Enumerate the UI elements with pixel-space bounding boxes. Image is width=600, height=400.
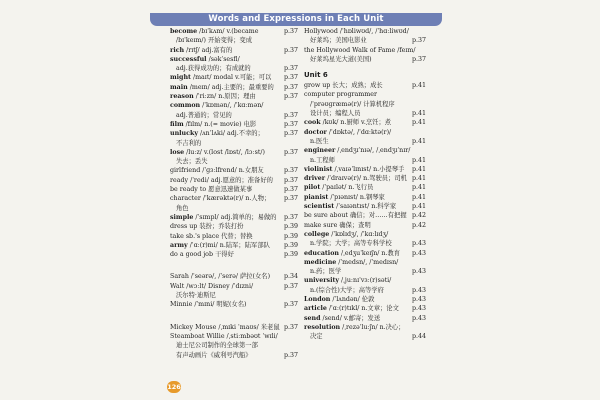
page-number-badge [167,381,181,393]
entry-text: /ˈɑː(r)mi/ n.陆军；陆军部队 [187,241,270,249]
entry-text: /ˌvaɪəˈlɪnɪst/ n.小提琴手 [332,165,405,173]
word-entry-line [304,249,426,258]
word-entry-line [170,291,298,300]
entry-text: n.药；医学 [310,268,342,276]
word-entry-line [304,276,426,285]
page-ref: p.41 [411,119,426,127]
entry-text: make sure 确保；查明 [304,221,371,229]
page-ref: p.37 [283,282,298,290]
word-entry-line [304,146,426,155]
word-entry-line [170,64,298,73]
page-ref: p.41 [411,137,426,145]
entry-text: /ˈriːzn/ n.原因；理由 [193,93,256,101]
entry-text: be ready to 愿意迅速做某事 [170,186,253,194]
entry-text: /send/ v.邮寄；发送 [320,314,381,322]
entry-text: /ˈɑː(r)tɪkl/ n.文章；论文 [326,305,399,313]
entry-text: 迪士尼公司制作的全球第一部 [176,342,258,350]
headword: university [304,277,340,285]
word-entry-line [170,300,298,309]
word-entry-line [170,166,298,175]
word-entry-line [304,36,426,45]
word-entry-line [170,83,298,92]
page-ref: p.41 [411,110,426,118]
word-entry-line [170,194,298,203]
word-entry-line [170,27,298,36]
entry-text: /ˌendʒɪˈnɪə/, /ˌendʒɪˈnɪr/ [335,147,411,155]
word-entry-line [304,202,426,211]
right-word-column [304,27,426,342]
word-entry-line [170,176,298,185]
word-entry-line [304,304,426,313]
spacer [170,310,298,323]
headword: resolution [304,323,341,331]
page-ref: p.37 [411,37,426,45]
entry-text: girlfriend /ˈɡɜːlfrend/ n.女朋友 [170,167,264,175]
entry-text: ready /ˈredi/ adj.愿意的；准备好的 [170,176,273,184]
page-ref: p.41 [411,184,426,192]
page-ref: p.41 [411,203,426,211]
word-entry-line [170,272,298,281]
word-entry-line [304,55,426,64]
headword: pilot [304,184,321,192]
word-entry-line [304,90,426,99]
page-ref: p.42 [411,221,426,229]
entry-text: /ˈpɪənɪst/ n.钢琴家 [328,193,385,201]
entry-text: Sarah /ˈseərə/, /ˈserə/ 萨拉(女名) [170,273,271,281]
entry-text: adj.普通的；常见的 [176,111,232,119]
page-ref: p.41 [411,165,426,173]
entry-text: /ˈdɒktə/, /ˈdɑːktə(r)/ [326,128,392,136]
word-entry-line [170,204,298,213]
word-entry-line [304,156,426,165]
page-ref: p.43 [411,240,426,248]
page-ref: p.43 [411,286,426,294]
headword: engineer [304,147,336,155]
entry-text: adj.获得成功的；有成就的 [176,65,251,73]
page-ref: p.43 [411,296,426,304]
headword: violinist [304,165,333,173]
entry-text: 失去；丢失 [176,158,208,166]
page-ref: p.39 [283,241,298,249]
page-ref: p.43 [411,314,426,322]
page-ref: p.41 [411,193,426,201]
page-ref: p.37 [283,213,298,221]
page-ref: p.37 [283,186,298,194]
word-entry-line [304,137,426,146]
headword: unlucky [170,130,198,138]
entry-text: Minnie /ˈmɪni/ 明妮(女名) [170,301,247,309]
headword: cook [304,119,321,127]
word-entry-line [304,81,426,90]
entry-text: /meɪn/ adj.主要的；最重要的 [187,83,274,91]
entry-text: /maɪt/ modal v.可能；可以 [190,74,272,82]
page-ref: p.41 [411,175,426,183]
page-ref: p.37 [283,74,298,82]
entry-text: /səkˈsesfl/ [206,55,240,63]
headword: college [304,230,330,238]
entry-text: Hollywood /ˈhɒliwʊd/, /ˈhɑːliwʊd/ [304,28,409,35]
word-entry-line [170,157,298,166]
word-entry-line [304,295,426,304]
word-entry-line [304,230,426,239]
page-ref: p.43 [411,249,426,257]
entry-text: /ʌnˈlʌki/ adj.不幸的； [197,130,264,138]
page-ref: p.37 [283,301,298,309]
entry-text: /ˈlʌndən/ 伦敦 [330,296,375,304]
entry-text: do a good job 干得好 [170,251,234,259]
page-number: 126 [167,383,181,391]
entry-text: n.学院；大学；高等专科学校 [310,240,392,248]
entry-text: /ˈprəʊɡræmə(r)/ 计算机程序 [310,100,395,108]
headword: become [170,28,198,35]
entry-text: 好莱坞；美国电影业 [310,37,367,45]
entry-text: computer programmer [304,91,377,99]
word-entry-line [304,258,426,267]
word-entry-line [170,232,298,241]
word-entry-line [304,239,426,248]
entry-text: /ˈmedsn/, /ˈmedɪsn/ [336,258,399,266]
headword: common [170,102,201,110]
entry-text: /ˌedʒuˈkeɪʃn/ n.教育 [338,249,401,257]
entry-text: /ˌjuːnɪˈvɜː(r)səti/ [339,277,392,285]
entry-text: /ˈkɒmən/, /ˈkɑːmən/ [200,102,264,110]
word-entry-line [170,120,298,129]
word-entry-line [304,286,426,295]
entry-text: 设计员；编程人员 [310,110,361,118]
page-header [150,13,442,26]
page-ref: p.37 [283,195,298,203]
entry-text: Mickey Mouse /ˌmɪki ˈmaʊs/ 米老鼠 [170,323,280,331]
word-entry-line [304,109,426,118]
entry-text: 角色 [176,204,189,212]
page-ref: p.37 [283,130,298,138]
entry-text: Steamboat Willie /ˌstiːmbəʊt ˈwɪli/ [170,332,278,340]
word-entry-line [304,128,426,137]
entry-text: /ˈsaɪəntɪst/ n.科学家 [334,203,397,211]
page-ref: p.42 [411,212,426,220]
page-ref: p.37 [283,167,298,175]
headword: army [170,241,188,249]
page-ref: p.37 [283,351,298,359]
entry-text: n.(综合性)大学；高等学府 [310,286,384,294]
word-entry-line [170,332,298,341]
entry-text: take sb.'s place 代替；替换 [170,232,253,240]
headword: doctor [304,128,327,136]
entry-text: /ˈdraɪvə(r)/ n.驾驶员；司机 [325,175,407,183]
word-entry-line [170,185,298,194]
word-entry-line [304,314,426,323]
page-ref: p.37 [283,111,298,119]
page-ref: p.37 [283,93,298,101]
page-ref: p.37 [283,83,298,91]
entry-text: /bɪˈkeɪm/) 开始变得；变成 [176,37,253,45]
word-entry-line [304,332,426,341]
word-entry-line [170,323,298,332]
entry-text: character /ˈkærəktə(r)/ n.人物； [170,195,271,203]
page-ref: p.37 [283,46,298,54]
entry-text: /ˌrezəˈluːʃn/ n.决心； [340,323,405,331]
word-entry-line [170,250,298,259]
page-ref: p.37 [283,323,298,331]
page-ref: p.39 [283,251,298,259]
headword: main [170,83,188,91]
entry-text: 决定 [310,333,323,341]
page-ref: p.37 [283,148,298,156]
unit-heading: Unit 6 [304,71,328,80]
headword: scientist [304,203,335,211]
word-entry-line [304,221,426,230]
word-entry-line [170,222,298,231]
entry-text: 不吉利的 [176,139,202,147]
entry-text: /ˈpaɪlət/ n.飞行员 [320,184,374,192]
page-ref: p.43 [411,305,426,313]
page-ref: p.37 [283,120,298,128]
spacer [170,259,298,272]
word-entry-line [304,27,426,36]
word-entry-line [170,148,298,157]
entry-text: /fɪlm/ n.(= movie) 电影 [183,120,257,128]
word-entry-line [304,267,426,276]
page-ref: p.43 [411,268,426,276]
word-entry-line [170,92,298,101]
entry-text: 有声动画片《威利号汽船》 [176,351,252,359]
word-entry-line [170,282,298,291]
entry-text: 沃尔特·迪斯尼 [176,292,216,300]
word-entry-line [304,183,426,192]
word-entry-line [170,341,298,350]
headword: driver [304,175,326,183]
word-entry-line [304,323,426,332]
entry-text: /rɪtʃ/ adj.富有的 [184,46,233,54]
word-entry-line [304,165,426,174]
entry-text: n.医生 [310,137,329,145]
page-ref: p.41 [411,156,426,164]
word-entry-line [170,36,298,45]
header-title: Words and Expressions in Each Unit [208,14,384,24]
page-ref: p.37 [283,28,298,35]
page-ref: p.41 [411,82,426,90]
left-word-column [170,27,298,360]
word-entry-line [170,139,298,148]
page-ref: p.39 [283,223,298,231]
entry-text: /bɪˈkʌm/ v.(became [197,28,259,35]
page-ref: p.39 [283,232,298,240]
headword: lose [170,148,185,156]
headword: article [304,305,327,313]
headword: London [304,296,331,304]
entry-text: be sure about 确信；对……有把握 [304,212,407,220]
page-ref: p.37 [283,65,298,73]
entry-text: n.工程师 [310,156,335,164]
page-ref: p.37 [411,55,426,63]
word-entry-line [170,129,298,138]
entry-text: grow up 长大；成熟；成长 [304,82,383,90]
page-ref: p.37 [283,176,298,184]
headword: film [170,120,184,128]
headword: successful [170,55,207,63]
word-entry-line [170,351,298,360]
headword: medicine [304,258,337,266]
word-entry-line [170,55,298,64]
entry-text: /kʊk/ n.厨师 v.烹饪；煮 [320,119,392,127]
word-entry-line [304,118,426,127]
headword: might [170,74,191,82]
entry-text: /ˈkɒlɪdʒ/, /ˈkɑːlɪdʒ/ [329,230,389,238]
word-entry-line [170,111,298,120]
word-entry-line [170,241,298,250]
headword: send [304,314,321,322]
entry-text: dress up 装扮；乔装打扮 [170,223,244,231]
word-entry-line [304,100,426,109]
entry-text: the Hollywood Walk of Fame /feɪm/ [304,46,416,54]
page-ref: p.44 [411,333,426,341]
headword: pianist [304,193,329,201]
page-ref: p.34 [283,273,298,281]
entry-text: 好莱坞星光大道(美国) [310,55,372,63]
word-entry-line [304,174,426,183]
word-entry-line [170,213,298,222]
entry-text: Walt /wɔːlt/ Disney /ˈdɪzni/ [170,282,254,290]
word-entry-line [170,73,298,82]
word-entry-line [170,46,298,55]
word-entry-line [304,211,426,220]
entry-text: /luːz/ v.(lost /lɒst/, /lɔːst/) [184,148,265,156]
headword: education [304,249,339,257]
word-entry-line [304,193,426,202]
word-entry-line [304,46,426,55]
headword: rich [170,46,185,54]
word-entry-line [170,101,298,110]
entry-text: /ˈsɪmpl/ adj.简单的；易做的 [193,213,277,221]
headword: reason [170,93,194,101]
headword: simple [170,213,194,221]
